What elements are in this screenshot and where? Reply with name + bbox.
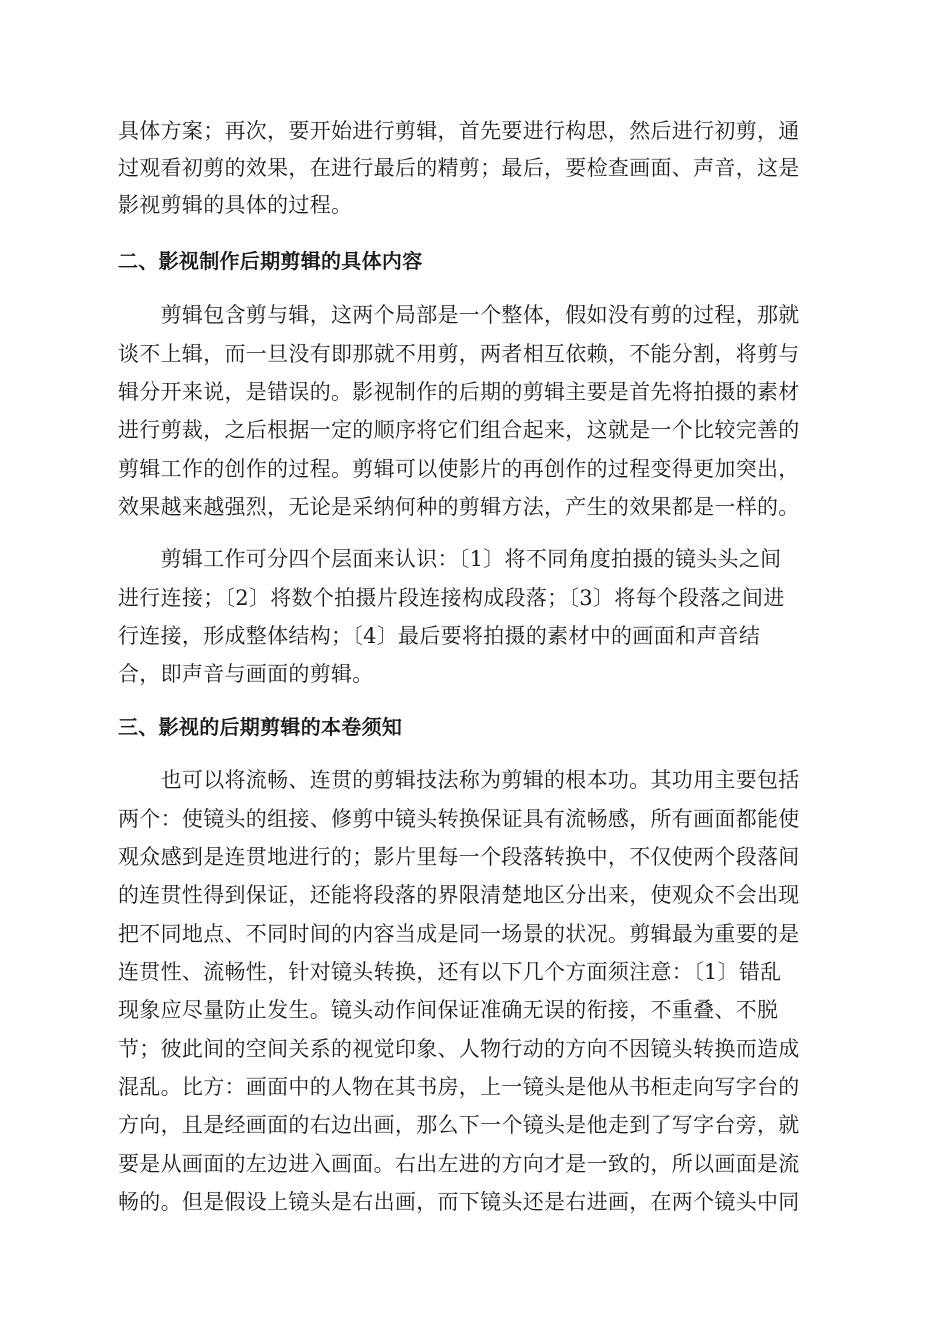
paragraph-line: 谈不上辑，而一旦没有即那就不用剪，两者相互依赖，不能分割，将剪与 [118, 342, 800, 366]
section-heading: 二、影视制作后期剪辑的具体内容 [118, 249, 423, 273]
paragraph-line: 进行剪裁，之后根据一定的顺序将它们组合起来，这就是一个比较完善的 [118, 418, 800, 442]
paragraph-line: 也可以将流畅、连贯的剪辑技法称为剪辑的根本功。其功用主要包括 [118, 768, 800, 792]
paragraph-line: 节；彼此间的空间关系的视觉印象、人物行动的方向不因镜头转换而造成 [118, 1037, 800, 1061]
paragraph-line: 现象应尽量防止发生。镜头动作间保证准确无误的衔接，不重叠、不脱 [118, 998, 779, 1022]
paragraph-line: 的连贯性得到保证，还能将段落的界限清楚地区分出来，使观众不会出现 [118, 883, 800, 907]
paragraph-line: 行连接，形成整体结构；〔4〕最后要将拍摄的素材中的画面和声音结 [118, 624, 761, 648]
paragraph-line: 具体方案；再次，要开始进行剪辑，首先要进行构思，然后进行初剪，通 [118, 119, 800, 143]
paragraph-line: 畅的。但是假设上镜头是右出画，而下镜头还是右进画，在两个镜头中同 [118, 1190, 800, 1214]
paragraph-line: 剪辑工作的创作的过程。剪辑可以使影片的再创作的过程变得更加突出， [118, 457, 800, 481]
paragraph-line: 辑分开来说，是错误的。影视制作的后期的剪辑主要是首先将拍摄的素材 [118, 380, 800, 404]
paragraph-line: 合，即声音与画面的剪辑。 [118, 662, 374, 686]
paragraph-line: 影视剪辑的具体的过程。 [118, 193, 353, 217]
paragraph-line: 剪辑工作可分四个层面来认识：〔1〕将不同角度拍摄的镜头头之间 [118, 547, 782, 571]
paragraph-line: 方向，且是经画面的右边出画，那么下一个镜头是他走到了写字台旁，就 [118, 1113, 800, 1137]
paragraph-line: 观众感到是连贯地进行的；影片里每一个段落转换中，不仅使两个段落间 [118, 845, 800, 869]
paragraph-line: 剪辑包含剪与辑，这两个局部是一个整体，假如没有剪的过程，那就 [118, 303, 800, 327]
paragraph-line: 要是从画面的左边进入画面。右出左进的方向才是一致的，所以画面是流 [118, 1152, 800, 1176]
paragraph-line: 连贯性、流畅性，针对镜头转换，还有以下几个方面须注意：〔1〕错乱 [118, 960, 782, 984]
paragraph-line: 效果越来越强烈，无论是采纳何种的剪辑方法，产生的效果都是一样的。 [118, 495, 800, 519]
section-heading: 三、影视的后期剪辑的本卷须知 [118, 715, 403, 739]
paragraph-line: 过观看初剪的效果，在进行最后的精剪；最后，要检查画面、声音，这是 [118, 156, 800, 180]
paragraph-line: 进行连接；〔2〕将数个拍摄片段连接构成段落；〔3〕将每个段落之间进 [118, 586, 785, 610]
paragraph-line: 把不同地点、不同时间的内容当成是同一场景的状况。剪辑最为重要的是 [118, 922, 800, 946]
paragraph-line: 两个：使镜头的组接、修剪中镜头转换保证具有流畅感，所有画面都能使 [118, 807, 800, 831]
paragraph-line: 混乱。比方：画面中的人物在其书房，上一镜头是他从书柜走向写字台的 [118, 1075, 800, 1099]
